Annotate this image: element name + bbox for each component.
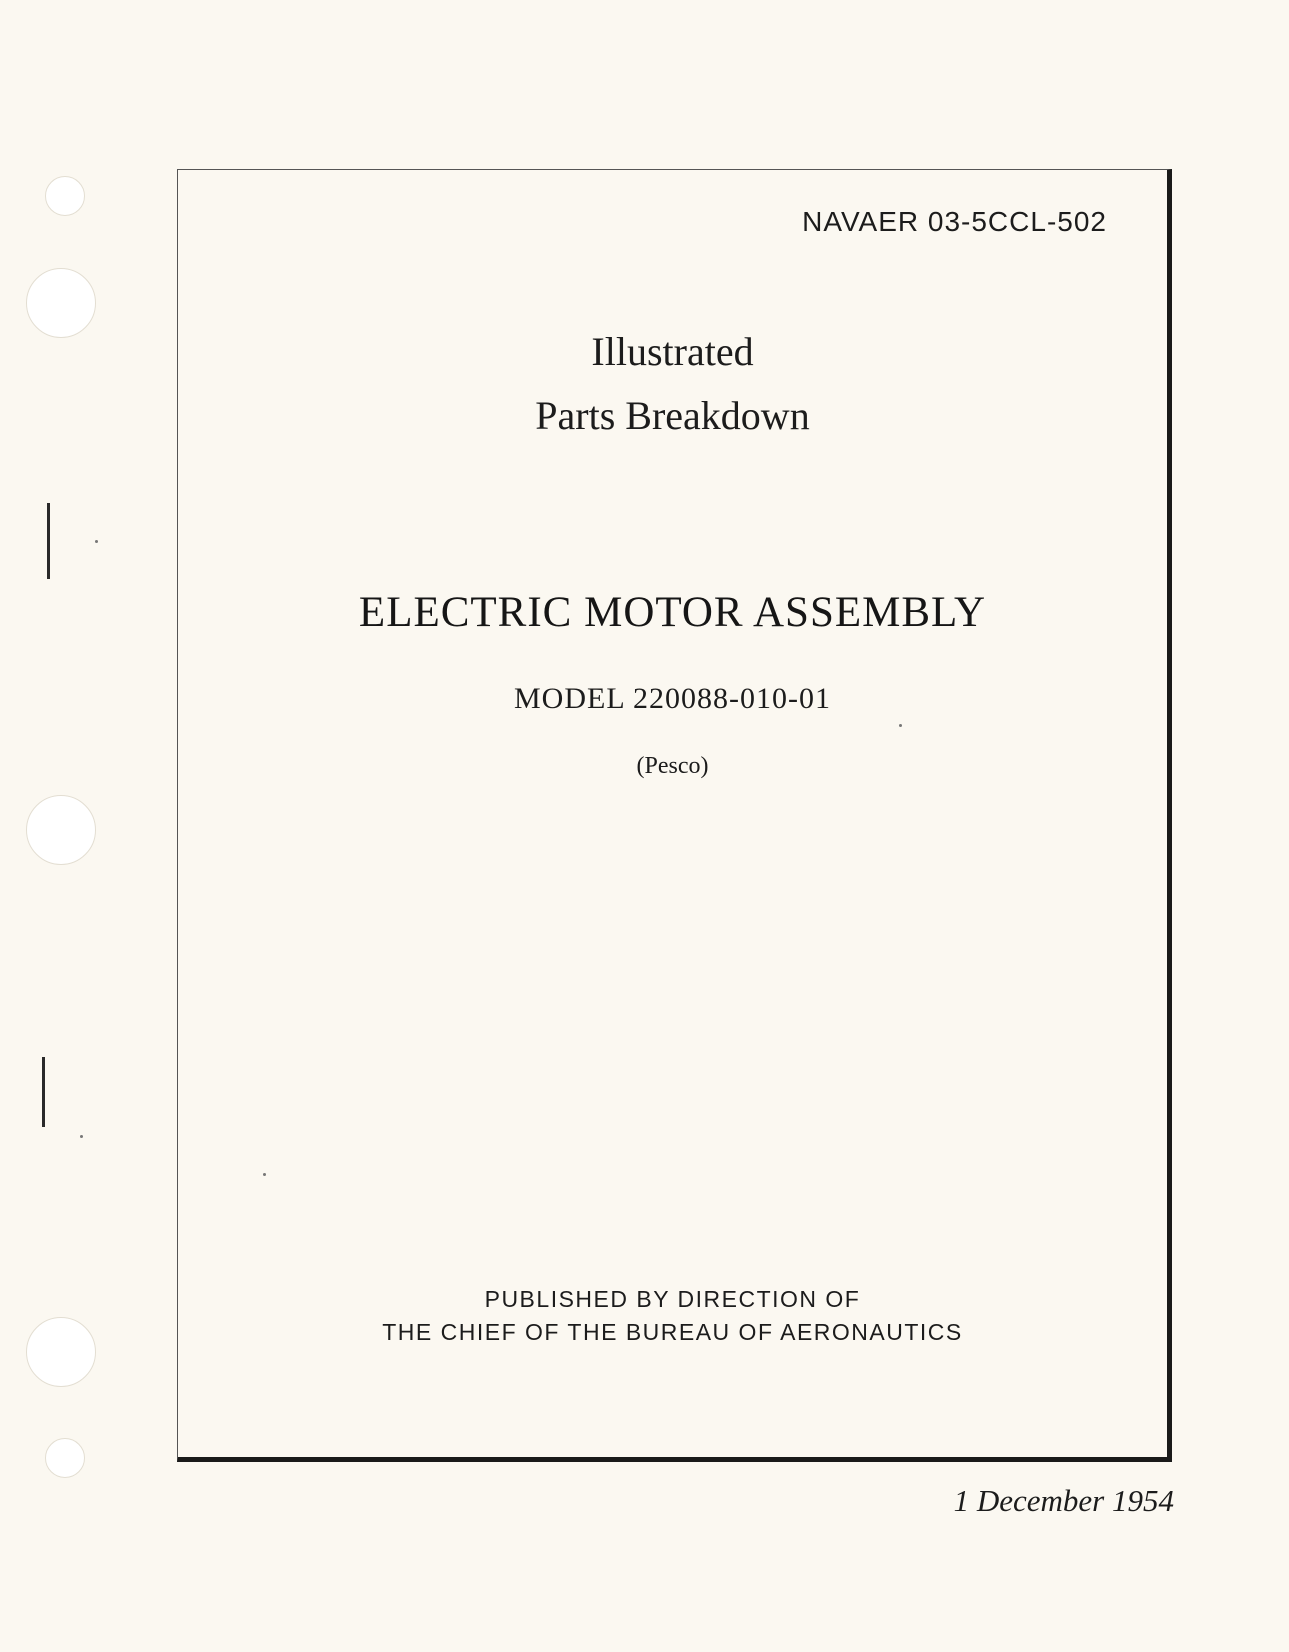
cover-frame <box>177 169 1172 1462</box>
document-number: NAVAER 03-5CCL-502 <box>802 206 1107 237</box>
punch-hole <box>26 1317 96 1387</box>
scan-speck <box>80 1135 83 1138</box>
published-by-line-2: THE CHIEF OF THE BUREAU OF AERONAUTICS <box>382 1319 963 1345</box>
scan-mark <box>42 1057 45 1127</box>
title-parts-breakdown: Parts Breakdown <box>535 393 810 438</box>
punch-hole <box>45 176 85 216</box>
manufacturer: (Pesco) <box>636 753 709 779</box>
model-number: MODEL 220088-010-01 <box>513 682 832 715</box>
punch-hole <box>45 1438 85 1478</box>
publication-date: 1 December 1954 <box>953 1483 1174 1518</box>
punch-hole <box>26 268 96 338</box>
scan-speck <box>95 540 98 543</box>
main-title: ELECTRIC MOTOR ASSEMBLY <box>358 589 987 636</box>
punch-hole <box>26 795 96 865</box>
scan-mark <box>47 503 50 579</box>
title-illustrated: Illustrated <box>591 329 754 374</box>
published-by-line-1: PUBLISHED BY DIRECTION OF <box>484 1286 861 1312</box>
